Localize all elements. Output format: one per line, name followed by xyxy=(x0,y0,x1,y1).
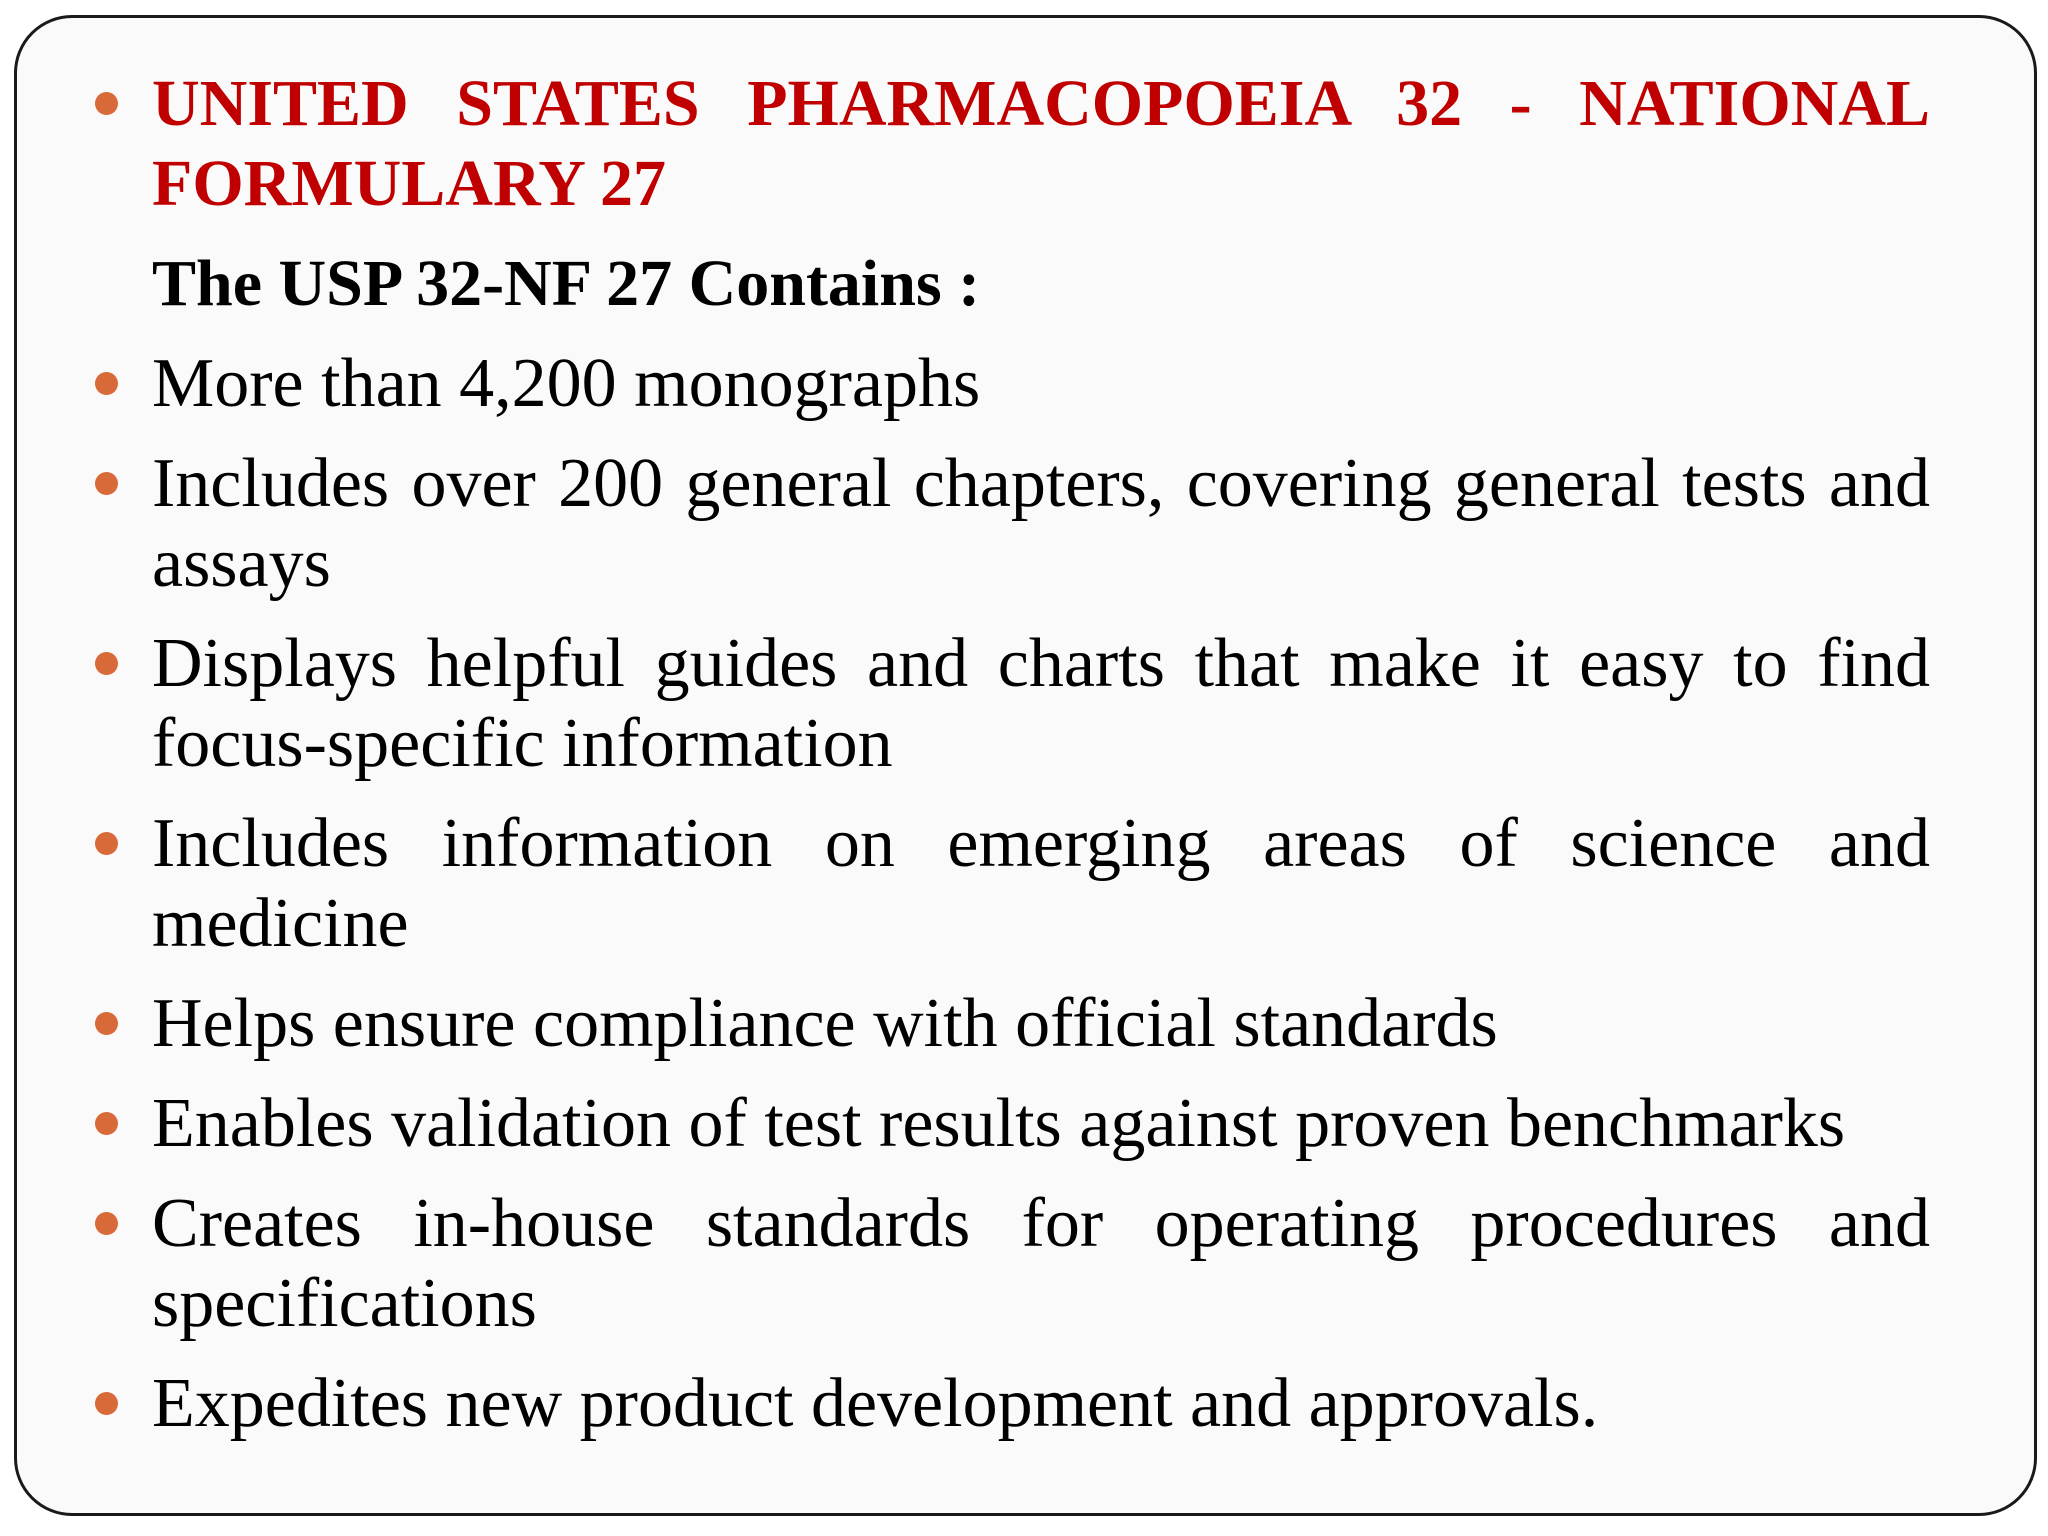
list-item xyxy=(152,1184,1930,1344)
bullet-dot-icon xyxy=(95,1012,118,1035)
list-item xyxy=(152,444,1930,604)
bullet-dot-icon xyxy=(95,1392,118,1415)
slide-heading-item xyxy=(152,64,1930,224)
list-item-text: Creates in-house standards for operating procedures and specifications xyxy=(152,1185,1930,1342)
bullet-dot-icon xyxy=(95,472,118,495)
list-item xyxy=(152,1364,1930,1444)
bullet-dot-icon xyxy=(95,652,118,675)
list-item-text: More than 4,200 monographs xyxy=(152,345,981,422)
list-item xyxy=(152,984,1930,1064)
bullet-dot-icon xyxy=(95,372,118,395)
list-item xyxy=(152,1084,1930,1164)
slide-content xyxy=(152,64,1930,1464)
list-item xyxy=(152,344,1930,424)
list-item-text: Helps ensure compliance with official standards xyxy=(152,985,1498,1062)
bullet-dot-icon xyxy=(95,1212,118,1235)
slide-subheading: The USP 32-NF 27 Contains : xyxy=(152,247,981,320)
bullet-dot-icon xyxy=(95,92,118,115)
list-item-text: Includes over 200 general chapters, covering general tests and assays xyxy=(152,445,1930,602)
bullet-dot-icon xyxy=(95,1112,118,1135)
list-item xyxy=(152,804,1930,964)
list-item-text: Includes information on emerging areas of science and medicine xyxy=(152,805,1930,962)
list-item-text: Displays helpful guides and charts that make it easy to find focus-specific information xyxy=(152,625,1930,782)
list-item xyxy=(152,624,1930,784)
list-item-text: Enables validation of test results against proven benchmarks xyxy=(152,1085,1846,1162)
slide-heading: UNITED STATES PHARMACOPOEIA 32 - NATIONAL FORMULARY 27 xyxy=(152,67,1930,220)
list-item-text: Expedites new product development and approvals. xyxy=(152,1365,1599,1442)
bullet-dot-icon xyxy=(95,832,118,855)
